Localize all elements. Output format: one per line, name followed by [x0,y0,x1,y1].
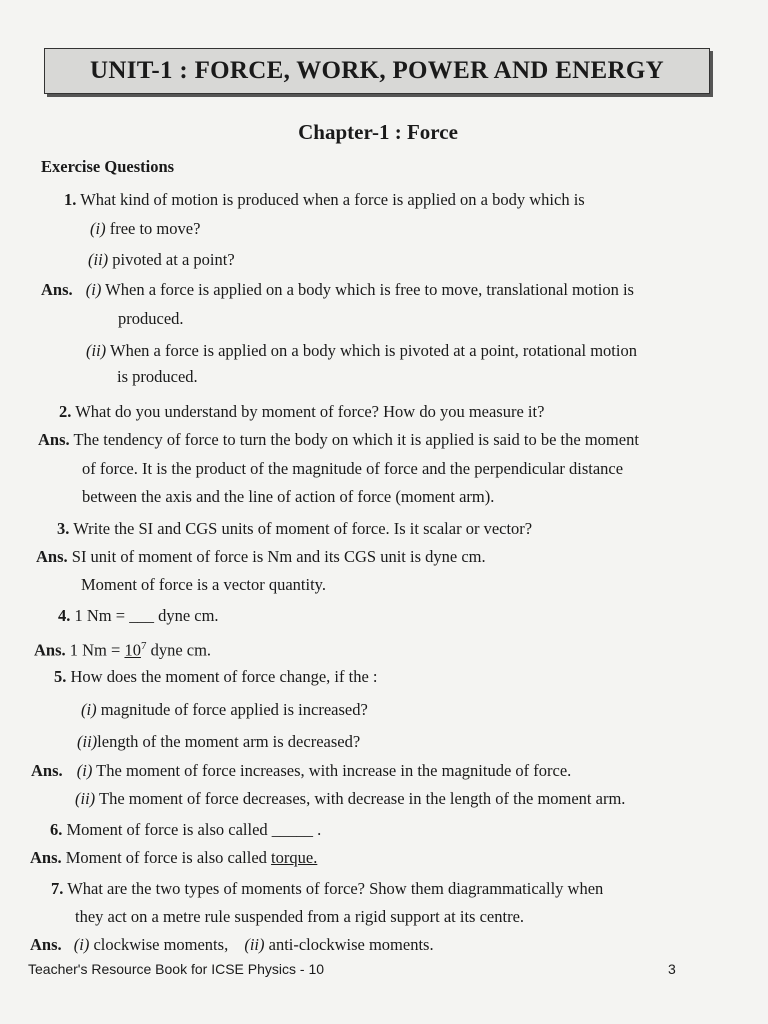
question-text: What kind of motion is produced when a force is applied on a body which is [80,190,585,209]
unit-title-box [44,48,710,94]
question-7: 7. What are the two types of moments of force? Show them diagrammatically when [51,879,604,898]
question-3: 3. Write the SI and CGS units of moment of force. Is it scalar or vector? [57,519,533,538]
question-5-option-ii: (ii)length of the moment arm is decreased? [77,732,361,751]
question-4: 4. 1 Nm = ___ dyne cm. [58,606,219,625]
question-6: 6. Moment of force is also called _____ . [50,820,322,839]
answer-5-ii: (ii) The moment of force decreases, with decrease in the length of the moment arm. [75,789,626,808]
answer-2: Ans. The tendency of force to turn the body on which it is applied is said to be the moment [38,430,639,449]
question-7-line-2: they act on a metre rule suspended from a rigid support at its centre. [75,907,525,926]
answer-1-ii-continued: is produced. [117,367,198,386]
answer-5-i: Ans. (i) The moment of force increases, with increase in the magnitude of force. [31,761,572,780]
answer-6: Ans. Moment of force is also called torque. [30,848,318,867]
answer-2-line-2: of force. It is the product of the magnitude of force and the perpendicular distance [82,459,624,478]
answer-1-i: Ans. (i) When a force is applied on a body which is free to move, translational motion is [41,280,634,299]
answer-2-line-3: between the axis and the line of action of force (moment arm). [82,487,495,506]
chapter-title: Chapter-1 : Force [298,120,458,144]
question-1-option-ii: (ii) pivoted at a point? [88,250,235,269]
section-heading: Exercise Questions [41,157,175,176]
answer-3-line-2: Moment of force is a vector quantity. [81,575,326,594]
footer-book-title: Teacher's Resource Book for ICSE Physics - 10 [28,961,325,977]
page-number: 3 [668,961,676,977]
answer-1-ii: (ii) When a force is applied on a body which is pivoted at a point, rotational motion [86,341,637,360]
answer-1-i-continued: produced. [118,309,184,328]
question-5: 5. How does the moment of force change, if the : [54,667,378,686]
answer-4: Ans. 1 $Nm = 10^7$ dyne cm. [34,640,212,660]
answer-3: Ans. SI unit of moment of force is Nm and its CGS unit is dyne cm. [36,547,486,566]
question-2: 2. What do you understand by moment of force? How do you measure it? [59,402,545,421]
question-1-option-i: (i) free to move? [90,219,201,238]
unit-title: UNIT-1 : FORCE, WORK, POWER AND ENERGY [90,57,664,84]
answer-7: Ans. (i) clockwise moments, (ii) anti-clockwise moments. [30,935,434,954]
question-1 [64,190,585,210]
answer-label: Ans. [41,280,73,299]
question-number: 1. [64,190,77,209]
question-5-option-i: (i) magnitude of force applied is increased? [81,700,368,719]
